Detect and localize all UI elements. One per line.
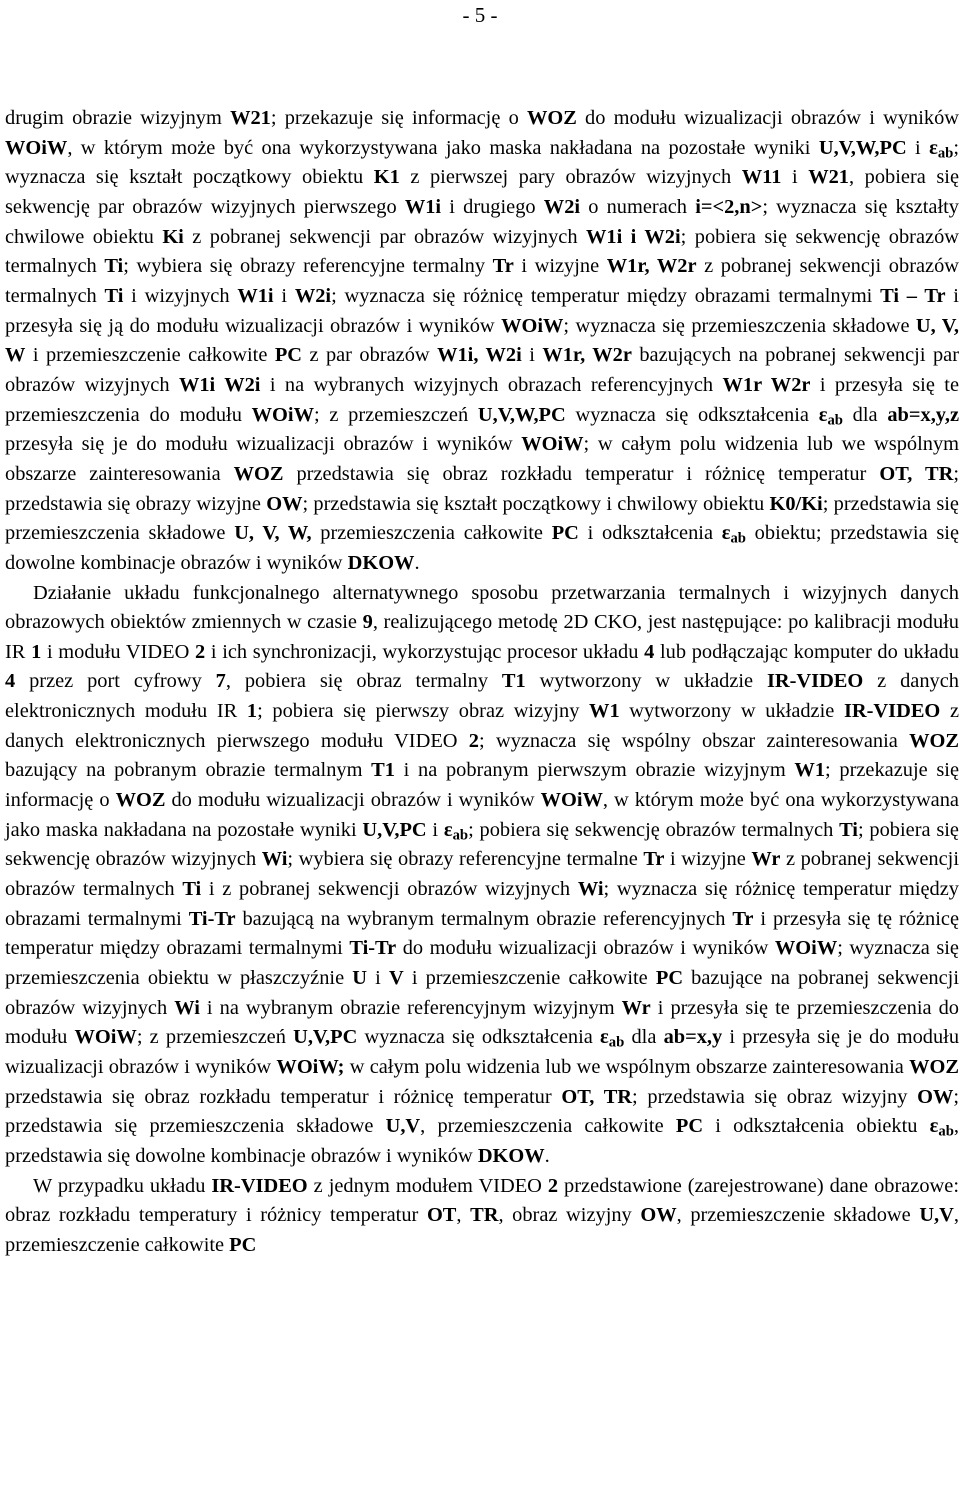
bold-term: ε [600,1026,609,1049]
text-run: i [367,967,389,990]
bold-term: Wr [621,996,651,1019]
text-run: dla [842,403,888,426]
bold-term: U,V,PC [293,1026,358,1049]
text-run: ; pobiera się sekwencję obrazów wizyjnych [5,818,959,871]
bold-term: OW [266,492,303,515]
text-run: i [906,136,930,159]
paragraph-2d-cko-method [5,579,959,1172]
bold-term: Ti [104,255,124,278]
bold-term: W1i W2i [178,373,261,396]
text-run: , obraz wizyjny [498,1204,641,1227]
text-run: przedstawia się obraz rozkładu temperatur i różnicę temperatur [283,462,880,485]
text-run: ; wyznacza się wspólny obszar zainteresowania [479,729,910,752]
text-run: i przemieszczenie całkowite [25,344,275,367]
bold-term: U,V [919,1204,954,1227]
bold-term: W1r W2r [722,373,811,396]
text-run: i przesyła się tę różnicę temperatur między obrazami termalnymi [5,907,959,960]
bold-term: WOZ [526,107,577,129]
bold-term: W2i [543,195,581,218]
bold-term: IR-VIDEO [843,700,941,723]
text-run: , realizującego metodę 2D CKO, jest następujące: po kalibracji modułu IR [5,611,959,663]
bold-term: Ti [182,878,202,901]
subscript-text: ab [938,1123,954,1140]
bold-term: W1i i W2i [586,225,681,248]
text-run: . [544,1144,550,1167]
bold-term: 9 [362,611,373,634]
text-run: Działanie układu funkcjonalnego alternatywnego sposobu przetwarzania termalnych i wizyjnych danych obrazowych obiektów zmiennych w czasie [5,581,959,634]
text-run: ; wyznacza się przemieszczenia obiektu w płaszczyźnie [5,937,959,990]
bold-term: 4 [644,640,655,663]
text-run: obiektu; przedstawia się dowolne kombinacje obrazów i wyników [5,522,959,574]
bold-term: U,V,W,PC [818,136,907,159]
text-run: z pierwszej pary obrazów wizyjnych [399,166,742,189]
text-run: z danych elektronicznych modułu IR [5,670,959,723]
text-run: i przesyła się ją do modułu wizualizacji obrazów i wyników [5,284,959,337]
text-run: , przemieszczenie całkowite [5,1204,959,1256]
bold-term: U [352,967,368,990]
text-run: , pobiera się obraz termalny [225,670,502,693]
bold-term: W21 [808,166,849,189]
bold-term: U,V,W,PC [477,403,566,426]
text-run: w całym polu widzenia lub we wspólnym obszarze zainteresowania [344,1056,910,1078]
bold-term: OW [917,1085,954,1108]
text-run: bazujące na pobranej sekwencji obrazów wizyjnych [5,967,959,1019]
bold-term: 4 [5,670,16,693]
bold-term: Tr [732,907,754,930]
bold-term: WOiW [74,1026,137,1049]
text-run: , w którym może być ona wykorzystywana jako maska nakładana na pozostałe wyniki [5,789,959,841]
bold-term: 1 [246,700,258,723]
bold-term: WOiW [774,937,838,960]
bold-term: U,V [385,1115,421,1138]
text-run: W przypadku układu [33,1174,212,1197]
subscript-text: ab [452,827,469,844]
text-run: z pobranej sekwencji obrazów termalnych [5,848,959,901]
text-run: i z pobranej sekwencji obrazów wizyjnych [201,878,578,901]
text-run: do modułu wizualizacji obrazów i wyników [396,937,775,960]
bold-term: WOZ [233,462,284,485]
bold-term: Tr [492,255,514,278]
bold-term: ε [721,522,731,545]
text-run: ; pobiera się sekwencję obrazów termalnych [5,225,959,278]
text-run: i przesyła się te przemieszczenia do modułu [5,373,959,426]
text-run: i [426,818,444,841]
text-run: ; przekazuje się informację o [5,759,960,812]
bold-term: W1i [404,195,442,218]
bold-term: W21 [230,107,271,129]
text-run: z danych elektronicznych pierwszego modułu VIDEO [5,700,960,752]
text-run: i przesyła się te przemieszczenia do modułu [5,996,959,1049]
bold-term: U,V,PC [362,818,427,841]
bold-term: OW [640,1204,677,1227]
bold-term: T1 [371,759,395,782]
bold-term: WOiW; [276,1056,345,1078]
text-run: z par obrazów [302,344,438,367]
text-run: ; przedstawia się przemieszczenia składowe [5,492,959,545]
text-run: przesyła się je do modułu wizualizacji obrazów i wyników [5,433,522,456]
bold-term: ab=x,y,z [887,403,960,426]
bold-term: WOiW [5,136,68,159]
bold-term: Tr [643,848,665,871]
text-run: i na pobranym pierwszym obrazie wizyjnym [394,759,795,782]
text-run: i na wybranych wizyjnych obrazach referencyjnych [260,373,723,396]
text-run: ; z przemieszczeń [313,403,478,426]
text-run: ; przedstawia się obraz wizyjny [632,1085,918,1108]
bold-term: WOiW [521,433,584,456]
text-run: i wizyjne [664,848,752,871]
text-run: wyznacza się odkształcenia [357,1026,601,1049]
bold-term: K0/Ki [769,492,823,515]
text-run: ; przedstawia się obrazy wizyjne [5,462,959,515]
text-run: i przesyła się je do modułu wizualizacji obrazów i wyników [5,1026,960,1078]
text-run: wytworzony w układzie [525,670,767,693]
bold-term: i=<2,n> [695,195,763,218]
bold-term: W2i [294,284,332,307]
text-run: bazującą na wybranym termalnym obrazie referencyjnych [235,907,733,930]
subscript-text: ab [827,412,843,429]
text-run: drugim obrazie wizyjnym [5,107,231,129]
bold-term: U, V, W [5,314,959,367]
bold-term: 2 [547,1174,559,1197]
text-run: i odkształcenia obiektu [703,1115,930,1138]
text-run: i [273,284,295,307]
text-run: lub podłączając komputer do układu [654,640,959,663]
paragraph-single-video-module [5,1172,959,1261]
bold-term: Ti – Tr [880,284,946,307]
bold-term: WOZ [909,729,959,752]
text-run: przedstawia się obraz rozkładu temperatur i różnicę temperatur [5,1085,562,1108]
text-run: , pobiera się sekwencję par obrazów wizyjnych pierwszego [5,166,959,218]
subscript-text: ab [730,530,746,547]
text-run: ; wyznacza się przemieszczenia składowe [563,314,916,337]
text-run: i wizyjne [513,255,607,278]
text-run: ; z przemieszczeń [136,1026,294,1049]
bold-term: W11 [741,166,782,189]
text-run: ; wyznacza się różnicę temperatur między obrazami termalnymi [5,878,959,930]
bold-term: PC [551,522,579,545]
bold-term: W1r, W2r [606,255,697,278]
text-run: , przedstawia się dowolne kombinacje obrazów i wyników [5,1115,959,1167]
bold-term: V [388,967,404,990]
text-run: ; wybiera się obrazy referencyjne termalne [287,848,644,871]
bold-term: WOZ [115,789,166,812]
subscript-text: ab [937,145,954,162]
text-run: i wizyjnych [123,284,238,307]
text-run: ; pobiera się sekwencję obrazów termalnych [468,818,840,841]
text-run: z jednym modułem VIDEO [307,1174,548,1197]
bold-term: ε [443,818,453,841]
text-run: , w którym może być ona wykorzystywana jako maska nakładana na pozostałe wyniki [67,136,819,159]
bold-term: W1 [794,759,826,782]
bold-term: W1r, W2r [542,344,632,367]
text-run: i ich synchronizacji, wykorzystując procesor układu [205,640,645,663]
bold-term: ab=x,y [663,1026,723,1049]
bold-term: DKOW [477,1144,545,1167]
text-run: ; przekazuje się informację o [270,107,527,129]
bold-term: Ki [162,225,184,248]
text-run: . [414,551,420,574]
bold-term: TR [470,1204,499,1227]
bold-term: W1i [237,284,274,307]
bold-term: PC [655,967,684,990]
text-run: ; wyznacza się kształt początkowy obiektu [5,136,959,189]
text-run: i modułu VIDEO [41,640,195,663]
paragraph-continuation [5,104,959,579]
bold-term: K1 [373,166,400,189]
page-number: - 5 - [462,3,498,27]
text-run: i przemieszczenie całkowite [403,967,656,990]
text-run: bazujący na pobranym obrazie termalnym [5,759,372,782]
bold-term: PC [274,344,302,367]
text-run: o numerach [580,195,696,218]
text-run: ; przedstawia się przemieszczenia składowe [5,1085,960,1138]
text-run: ; wybiera się obrazy referencyjne termalny [123,255,493,278]
bold-term: Wr [751,848,781,871]
text-run: ; wyznacza się kształty chwilowe obiektu [5,195,959,248]
bold-term: 7 [215,670,226,693]
bold-term: 2 [195,640,206,663]
text-run: z pobranej sekwencji obrazów termalnych [5,255,960,307]
text-run: dla [624,1026,664,1049]
text-run: przemieszczenia całkowite [311,522,552,545]
text-run: , przemieszczenie składowe [676,1204,920,1227]
text-run: , przemieszczenia całkowite [420,1115,676,1138]
text-run: wyznacza się odkształcenia [565,403,819,426]
subscript-text: ab [608,1035,625,1052]
text-run: wytworzony w układzie [619,700,844,723]
bold-term: IR-VIDEO [766,670,864,693]
bold-term: W1i, W2i [437,344,522,367]
text-run: i drugiego [441,195,544,218]
bold-term: Wi [174,996,200,1019]
bold-term: Ti [839,818,858,841]
bold-term: Ti-Tr [349,937,397,960]
bold-term: W1 [589,700,620,723]
text-run: ; w całym polu widzenia lub we wspólnym obszarze zainteresowania [5,433,959,485]
bold-term: PC [675,1115,704,1138]
text-run: z pobranej sekwencji par obrazów wizyjnych [183,225,586,248]
bold-term: WOiW [501,314,564,337]
bold-term: OT, TR [561,1085,633,1108]
bold-term: OT, TR [879,462,954,485]
text-run: i [781,166,809,189]
bold-term: DKOW [347,551,415,574]
bold-term: U, V, W, [234,522,312,545]
bold-term: Wi [577,878,604,901]
bold-term: OT [426,1204,457,1227]
bold-term: 1 [31,640,42,663]
text-run: przedstawione (zarejestrowane) dane obrazowe: obraz rozkładu temperatury i różnicy temperatur [5,1174,959,1227]
bold-term: Ti-Tr [188,907,236,930]
text-run: przez port cyfrowy [15,670,216,693]
text-run: ; pobiera się pierwszy obraz wizyjny [257,700,590,723]
text-run: ; przedstawia się kształt początkowy i chwilowy obiektu [302,492,770,515]
bold-term: WOZ [909,1056,959,1078]
text-run: i na wybranym obrazie referencyjnym wizyjnym [199,996,622,1019]
bold-term: Wi [261,848,288,871]
text-run: i odkształcenia [578,522,722,545]
bold-term: WOiW [251,403,314,426]
text-run: , [456,1204,471,1227]
bold-term: 2 [468,729,479,752]
text-run: bazujących na pobranej sekwencji par obrazów wizyjnych [5,344,959,396]
bold-term: Ti [104,284,124,307]
bold-term: PC [229,1233,257,1256]
bold-term: ε [818,403,828,426]
bold-term: ε [929,136,938,159]
text-run: do modułu wizualizacji obrazów i wyników [576,107,959,129]
bold-term: IR-VIDEO [211,1174,308,1197]
text-run: ; wyznacza się różnicę temperatur między obrazami termalnymi [331,284,881,307]
bold-term: ε [929,1115,939,1138]
bold-term: T1 [501,670,526,693]
document-body [5,104,959,1261]
text-run: i [521,344,543,367]
text-run: do modułu wizualizacji obrazów i wyników [165,789,541,812]
bold-term: WOiW [540,789,603,812]
